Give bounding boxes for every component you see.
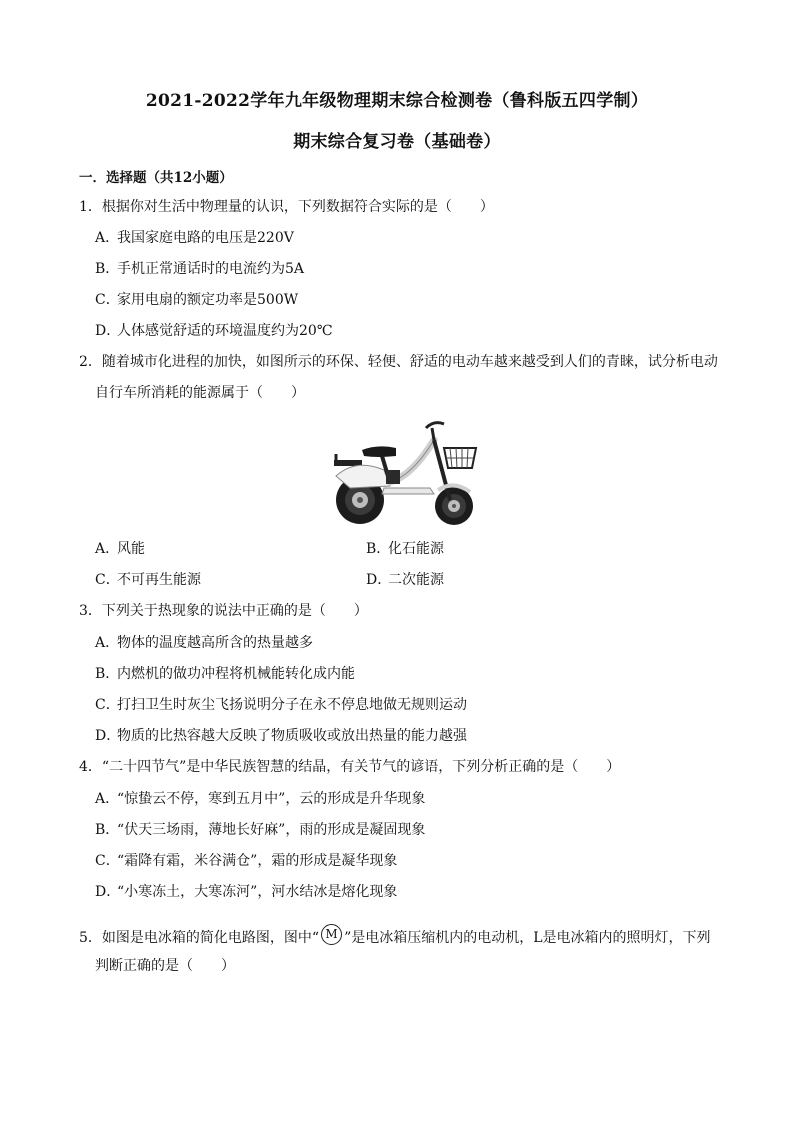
option-text: 二次能源 bbox=[388, 572, 444, 588]
electric-bicycle-image bbox=[326, 414, 482, 528]
motor-symbol-icon: M bbox=[321, 924, 342, 945]
option-text: 打扫卫生时灰尘飞扬说明分子在永不停息地做无规则运动 bbox=[117, 697, 467, 713]
question-5-stem-part-a: 5．如图是电冰箱的简化电路图，图中“ bbox=[79, 930, 320, 946]
option-text: 风能 bbox=[117, 541, 145, 557]
question-4-option-a bbox=[95, 789, 425, 809]
option-text: “霜降有霜，米谷满仓”，霜的形成是凝华现象 bbox=[117, 853, 398, 869]
question-5-stem-continued: 判断正确的是（ ） bbox=[95, 958, 235, 974]
section-heading: 一．选择题（共12小题） bbox=[79, 170, 233, 186]
option-label: A． bbox=[95, 791, 120, 807]
option-label: C． bbox=[95, 697, 120, 713]
question-2-option-a bbox=[95, 539, 145, 559]
option-label: C． bbox=[95, 572, 120, 588]
question-4-option-c bbox=[95, 851, 397, 871]
question-3-option-b bbox=[95, 664, 355, 684]
option-label: A． bbox=[95, 635, 120, 651]
option-text: 手机正常通话时的电流约为5A bbox=[117, 261, 305, 277]
question-2-option-c bbox=[95, 570, 201, 590]
option-text: “伏天三场雨，薄地长好麻”，雨的形成是凝固现象 bbox=[117, 822, 426, 838]
option-text: 不可再生能源 bbox=[117, 572, 201, 588]
question-3-stem: 3．下列关于热现象的说法中正确的是（ ） bbox=[79, 603, 368, 619]
option-text: “小寒冻土，大寒冻河”，河水结冰是熔化现象 bbox=[117, 884, 398, 900]
question-3-option-d bbox=[95, 726, 467, 746]
question-2-option-b bbox=[366, 539, 444, 559]
option-text: 我国家庭电路的电压是220V bbox=[117, 230, 294, 246]
question-2-stem-continued: 自行车所消耗的能源属于（ ） bbox=[95, 385, 305, 401]
question-3-option-c bbox=[95, 695, 467, 715]
option-text: “惊蛰云不停，寒到五月中”，云的形成是升华现象 bbox=[117, 791, 426, 807]
option-label: B． bbox=[95, 822, 120, 838]
option-label: C． bbox=[95, 292, 120, 308]
exam-subtitle: 期末综合复习卷（基础卷） bbox=[293, 132, 501, 152]
option-label: B． bbox=[95, 261, 120, 277]
option-label: B． bbox=[95, 666, 120, 682]
question-4-option-b bbox=[95, 820, 425, 840]
question-2-stem: 2．随着城市化进程的加快，如图所示的环保、轻便、舒适的电动车越来越受到人们的青睐，试分析电动 bbox=[79, 354, 718, 370]
option-label: B． bbox=[366, 541, 391, 557]
option-label: A． bbox=[95, 230, 120, 246]
option-label: D． bbox=[95, 323, 121, 339]
option-label: C． bbox=[95, 853, 120, 869]
question-2-option-d bbox=[366, 570, 444, 590]
question-1-option-d bbox=[95, 321, 332, 341]
exam-title: 2021-2022学年九年级物理期末综合检测卷（鲁科版五四学制） bbox=[145, 91, 649, 111]
option-text: 家用电扇的额定功率是500W bbox=[117, 292, 299, 308]
option-text: 物体的温度越高所含的热量越多 bbox=[117, 635, 313, 651]
question-5-stem bbox=[79, 924, 711, 948]
question-5-stem-part-b: ”是电冰箱压缩机内的电动机，L是电冰箱内的照明灯，下列 bbox=[344, 930, 711, 946]
option-text: 内燃机的做功冲程将机械能转化成内能 bbox=[117, 666, 355, 682]
question-4-option-d bbox=[95, 882, 397, 902]
option-text: 化石能源 bbox=[388, 541, 444, 557]
question-1-option-b bbox=[95, 259, 304, 279]
option-label: D． bbox=[366, 572, 392, 588]
option-label: D． bbox=[95, 728, 121, 744]
question-1-option-a bbox=[95, 228, 294, 248]
option-text: 物质的比热容越大反映了物质吸收或放出热量的能力越强 bbox=[117, 728, 467, 744]
option-label: D． bbox=[95, 884, 121, 900]
question-1-option-c bbox=[95, 290, 298, 310]
question-4-stem: 4．“二十四节气”是中华民族智慧的结晶，有关节气的谚语，下列分析正确的是（ ） bbox=[79, 759, 621, 775]
question-3-option-a bbox=[95, 633, 313, 653]
option-text: 人体感觉舒适的环境温度约为20℃ bbox=[117, 323, 333, 339]
option-label: A． bbox=[95, 541, 120, 557]
question-1-stem: 1．根据你对生活中物理量的认识，下列数据符合实际的是（ ） bbox=[79, 199, 494, 215]
